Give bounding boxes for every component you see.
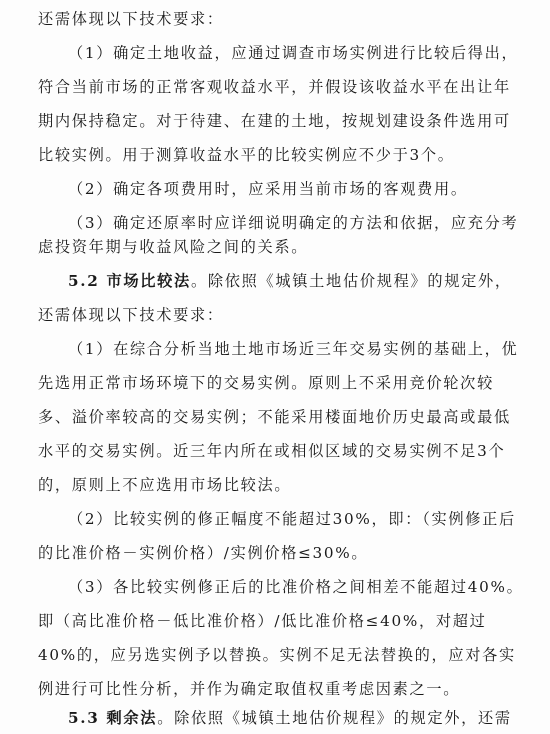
section-heading-5-2: 5.2 市场比较法 bbox=[68, 272, 191, 290]
line-19: 即（高比准价格－低比准价格）/低比准价格≤40%，对超过 bbox=[38, 612, 487, 630]
line-13: 多、溢价率较高的交易实例；不能采用楼面地价历史最高或最低 bbox=[38, 408, 511, 426]
line-11: （1）在综合分析当地土地市场近三年交易实例的基础上，优 bbox=[68, 340, 519, 358]
section-heading-line-5-3 bbox=[68, 708, 512, 728]
line-21: 例进行可比性分析，并作为确定取值权重考虑因素之一。 bbox=[38, 680, 461, 698]
line-02: （1）确定土地收益，应通过调查市场实例进行比较后得出， bbox=[68, 44, 519, 62]
line-15: 的，原则上不应选用市场比较法。 bbox=[38, 476, 292, 494]
line-03: 符合当前市场的正常客观收益水平，并假设该收益水平在出让年 bbox=[38, 78, 511, 96]
line-10: 还需体现以下技术要求： bbox=[38, 306, 224, 324]
line-06: （2）确定各项费用时，应采用当前市场的客观费用。 bbox=[68, 180, 468, 198]
section-heading-line bbox=[68, 271, 512, 291]
line-18: （3）各比较实例修正后的比准价格之间相差不能超过40%。 bbox=[68, 578, 524, 596]
line-08: 虑投资年期与收益风险之间的关系。 bbox=[38, 238, 309, 256]
section-intro-text-5-3: 。除依照《城镇土地估价规程》的规定外，还需 bbox=[157, 709, 512, 727]
section-heading-5-3: 5.3 剩余法 bbox=[68, 709, 158, 727]
line-05: 比较实例。用于测算收益水平的比较实例应不少于3个。 bbox=[38, 146, 455, 164]
line-12: 先选用正常市场环境下的交易实例。原则上不采用竞价轮次较 bbox=[38, 374, 494, 392]
line-17: 的比准价格－实例价格）/实例价格≤30%。 bbox=[38, 544, 369, 562]
section-intro-text: 。除依照《城镇土地估价规程》的规定外， bbox=[190, 272, 512, 290]
line-16: （2）比较实例的修正幅度不能超过30%，即：（实例修正后 bbox=[68, 510, 516, 528]
line-04: 期内保持稳定。对于待建、在建的土地，按规划建设条件选用可 bbox=[38, 112, 511, 130]
line-01: 还需体现以下技术要求： bbox=[38, 10, 224, 28]
line-14: 水平的交易实例。近三年内所在或相似区域的交易实例不足3个 bbox=[38, 442, 506, 460]
line-07: （3）确定还原率时应详细说明确定的方法和依据，应充分考 bbox=[68, 214, 519, 232]
line-20: 40%的，应另选实例予以替换。实例不足无法替换的，应对各实 bbox=[38, 646, 516, 664]
